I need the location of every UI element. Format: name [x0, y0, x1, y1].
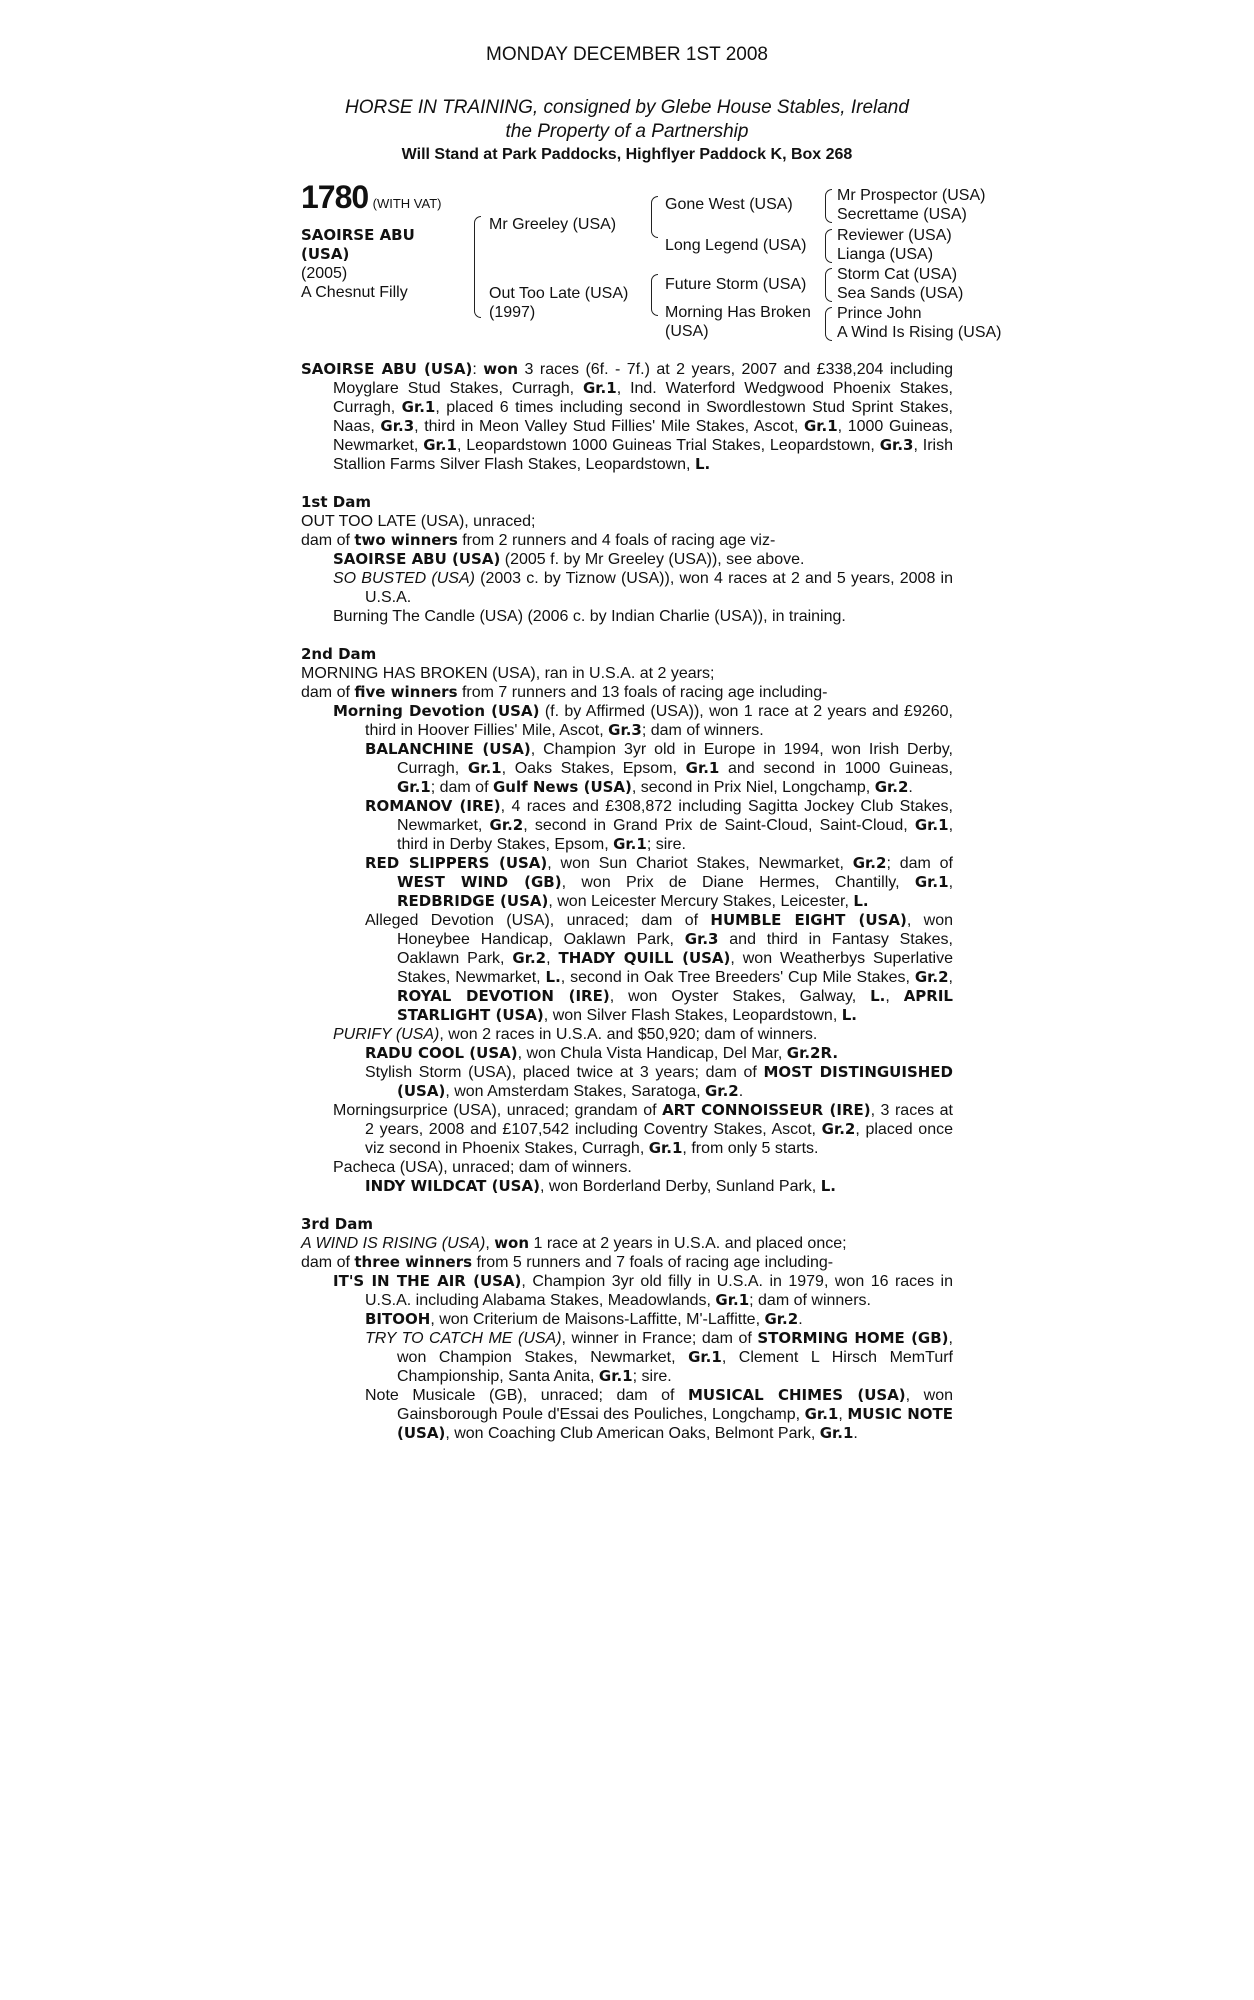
sire-sire: Gone West (USA) [665, 196, 793, 213]
catalogue-paragraph: dam of two winners from 2 runners and 4 foals of racing age viz- [301, 531, 776, 549]
section-heading: 3rd Dam [301, 1215, 373, 1233]
stand-location: Will Stand at Park Paddocks, Highflyer Paddock K, Box 268 [401, 146, 853, 163]
section-heading: 2nd Dam [301, 645, 377, 663]
sss: Mr Prospector (USA) [837, 187, 986, 204]
catalogue-paragraph: Burning The Candle (USA) (2006 c. by Indian Charlie (USA)), in training. [333, 608, 846, 625]
ddd: A Wind Is Rising (USA) [837, 324, 1002, 341]
catalogue-paragraph: PURIFY (USA), won 2 races in U.S.A. and $50,920; dam of winners. [333, 1026, 818, 1043]
horse-name: SAOIRSE ABU [301, 226, 415, 244]
catalogue-paragraph: SAOIRSE ABU (USA) (2005 f. by Mr Greeley (USA)), see above. [333, 550, 805, 568]
foaled-year: (2005) [301, 265, 348, 282]
catalogue-paragraph: BITOOH, won Criterium de Maisons-Laffitte, M'-Laffitte, Gr.2. [365, 1310, 803, 1328]
vat-label: (WITH VAT) [372, 196, 442, 211]
sds: Reviewer (USA) [837, 227, 952, 244]
catalogue-paragraph: RED SLIPPERS (USA), won Sun Chariot Stakes, Newmarket, Gr.2; dam of WEST WIND (GB), won Prix de Diane Hermes, Chantilly, Gr.1, REDBRIDGE (USA), won Leicester Mercury Stakes, Leicester, L. [365, 854, 954, 910]
catalogue-paragraph: TRY TO CATCH ME (USA), winner in France; dam of STORMING HOME (GB), won Champion Stakes, Newmarket, Gr.1, Clement L Hirsch MemTurf Championship, Santa Anita, Gr.1; sire. [365, 1329, 953, 1385]
dam-sire: Future Storm (USA) [665, 276, 807, 293]
ssd: Secrettame (USA) [837, 206, 967, 223]
brace-3d [825, 307, 832, 341]
dam: Out Too Late (USA) [489, 285, 629, 302]
lot-number-line [301, 179, 442, 215]
brace-3a [825, 189, 832, 223]
catalogue-paragraph: SO BUSTED (USA) (2003 c. by Tiznow (USA)), won 4 races at 2 and 5 years, 2008 in U.S.A. [333, 570, 953, 606]
horse-description: A Chesnut Filly [301, 284, 408, 301]
catalogue-paragraph: Morningsurprice (USA), unraced; grandam of ART CONNOISSEUR (IRE), 3 races at 2 years, 2008 and £107,542 including Coventry Stakes, Ascot, Gr.2, placed once viz second in Phoenix Stakes, Curragh, Gr.1, from only 5 starts. [333, 1101, 953, 1157]
catalogue-paragraph: Pacheca (USA), unraced; dam of winners. [333, 1159, 632, 1176]
dam-year: (1997) [489, 304, 536, 321]
sire-dam: Long Legend (USA) [665, 237, 807, 254]
brace-2a [651, 196, 658, 238]
consignor-line [0, 96, 1254, 144]
catalogue-paragraph: dam of three winners from 5 runners and 7 foals of racing age including- [301, 1253, 834, 1271]
catalogue-text [301, 360, 953, 1443]
brace-1 [474, 216, 481, 318]
section-heading: 1st Dam [301, 493, 371, 511]
dsd: Sea Sands (USA) [837, 285, 964, 302]
catalogue-paragraph: Note Musicale (GB), unraced; dam of MUSICAL CHIMES (USA), won Gainsborough Poule d'Essai des Pouliches, Longchamp, Gr.1, MUSIC NOTE (USA), won Coaching Club American Oaks, Belmont Park, Gr.1. [365, 1386, 953, 1442]
brace-3c [825, 268, 832, 302]
sdd: Lianga (USA) [837, 246, 934, 263]
catalogue-paragraph: MORNING HAS BROKEN (USA), ran in U.S.A. at 2 years; [301, 665, 715, 682]
sale-date: MONDAY DECEMBER 1ST 2008 [486, 44, 768, 65]
dam-dam: Morning Has Broken [665, 304, 811, 321]
horse-country: (USA) [301, 245, 350, 263]
catalogue-paragraph: OUT TOO LATE (USA), unraced; [301, 513, 536, 530]
catalogue-paragraph: Alleged Devotion (USA), unraced; dam of HUMBLE EIGHT (USA), won Honeybee Handicap, Oaklawn Park, Gr.3 and third in Fantasy Stakes, Oaklawn Park, Gr.2, THADY QUILL (USA), won Weatherbys Superlative Stakes, Newmarket, L., second in Oak Tree Breeders' Cup Mile Stakes, Gr.2, ROYAL DEVOTION (IRE), won Oyster Stakes, Galway, L., APRIL STARLIGHT (USA), won Silver Flash Stakes, Leopardstown, L. [365, 911, 954, 1024]
lot-number: 1780 [301, 179, 369, 215]
catalogue-paragraph: ROMANOV (IRE), 4 races and £308,872 including Sagitta Jockey Club Stakes, Newmarket, Gr.2, second in Grand Prix de Saint-Cloud, Saint-Cloud, Gr.1, third in Derby Stakes, Epsom, Gr.1; sire. [365, 797, 954, 853]
dam-dam-country: (USA) [665, 323, 709, 340]
brace-3b [825, 229, 832, 263]
dss: Storm Cat (USA) [837, 266, 958, 283]
catalogue-paragraph: dam of five winners from 7 runners and 13 foals of racing age including- [301, 683, 828, 701]
catalogue-paragraph: Morning Devotion (USA) (f. by Affirmed (USA)), won 1 race at 2 years and £9260, third in Hoover Fillies' Mile, Ascot, Gr.3; dam of winners. [333, 702, 953, 739]
pedigree-table [301, 179, 1021, 346]
dds: Prince John [837, 305, 922, 322]
property-text: the Property of a Partnership [505, 121, 749, 142]
catalogue-paragraph: A WIND IS RISING (USA), won 1 race at 2 years in U.S.A. and placed once; [301, 1234, 847, 1252]
catalogue-paragraph: BALANCHINE (USA), Champion 3yr old in Europe in 1994, won Irish Derby, Curragh, Gr.1, Oaks Stakes, Epsom, Gr.1 and second in 1000 Guineas, Gr.1; dam of Gulf News (USA), second in Prix Niel, Longchamp, Gr.2. [365, 740, 954, 796]
catalogue-paragraph: INDY WILDCAT (USA), won Borderland Derby, Sunland Park, L. [365, 1177, 836, 1195]
consignor-text: HORSE IN TRAINING, consigned by Glebe House Stables, Ireland [345, 97, 909, 118]
catalogue-paragraph: Stylish Storm (USA), placed twice at 3 years; dam of MOST DISTINGUISHED (USA), won Amsterdam Stakes, Saratoga, Gr.2. [365, 1063, 954, 1100]
catalogue-paragraph: IT'S IN THE AIR (USA), Champion 3yr old filly in U.S.A. in 1979, won 16 races in U.S.A. including Alabama Stakes, Meadowlands, Gr.1; dam of winners. [333, 1272, 953, 1309]
sire: Mr Greeley (USA) [489, 216, 617, 233]
catalogue-paragraph: RADU COOL (USA), won Chula Vista Handicap, Del Mar, Gr.2R. [365, 1044, 839, 1062]
brace-2b [651, 274, 658, 316]
catalogue-paragraph: SAOIRSE ABU (USA): won 3 races (6f. - 7f.) at 2 years, 2007 and £338,204 including Moyglare Stud Stakes, Curragh, Gr.1, Ind. Waterford Wedgwood Phoenix Stakes, Curragh, Gr.1, placed 6 times including second in Swordlestown Stud Sprint Stakes, Naas, Gr.3, third in Meon Valley Stud Fillies' Mile Stakes, Ascot, Gr.1, 1000 Guineas, Newmarket, Gr.1, Leopardstown 1000 Guineas Trial Stakes, Leopardstown, Gr.3, Irish Stallion Farms Silver Flash Stakes, Leopardstown, L. [301, 360, 954, 473]
